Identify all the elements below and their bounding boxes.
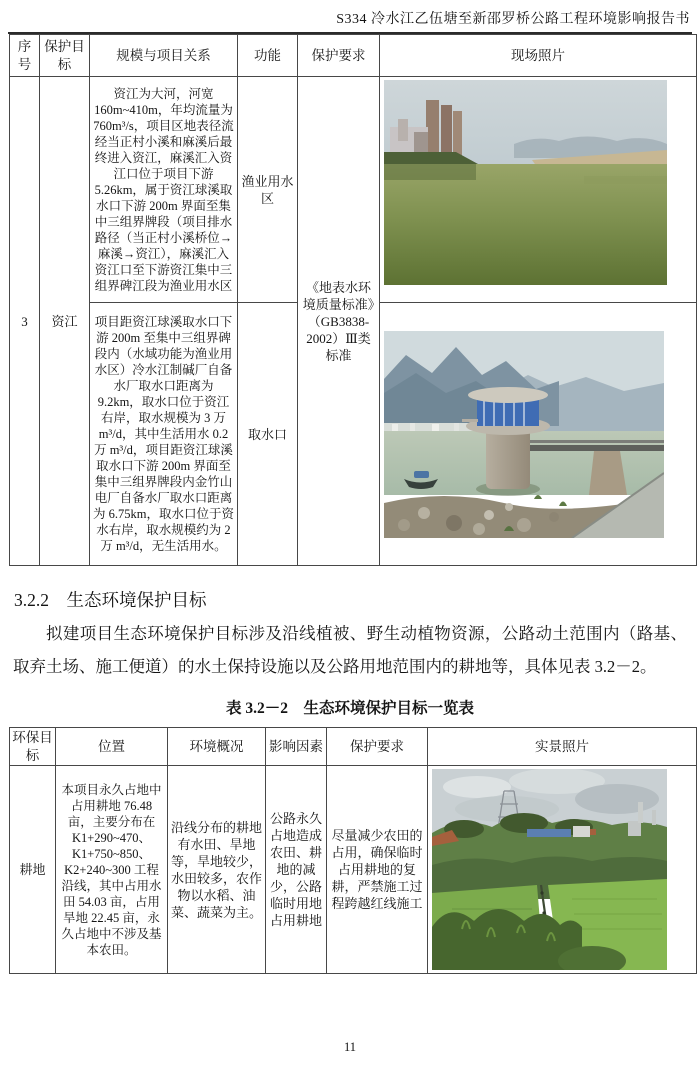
photo-cell-3 <box>428 766 697 974</box>
table1-header-scale: 规模与项目关系 <box>90 35 238 77</box>
table2-header-row <box>10 728 697 766</box>
function-cell-1: 渔业用水区 <box>238 77 298 303</box>
river-photo <box>384 80 667 285</box>
table1-header-seq: 序号 <box>10 35 40 77</box>
table2-caption: 表 3.2－2 生态环境保护目标一览表 <box>225 700 474 717</box>
section-heading: 3.2.2 生态环境保护目标 <box>14 590 207 610</box>
table1-header-row <box>10 35 697 77</box>
target-cell: 资江 <box>40 77 90 566</box>
farmland-protection-cell: 尽量减少农田的占用，确保临时占用耕地的复耕，严禁施工过程跨越红线施工 <box>327 766 428 974</box>
page-number: 11 <box>343 1040 357 1054</box>
farmland-overview-cell: 沿线分布的耕地有水田、旱地等，旱地较少，水田较多，农作物以水稻、油菜、蔬菜为主。 <box>168 766 266 974</box>
function-cell-2: 取水口 <box>238 303 298 566</box>
protection-req-cell: 《地表水环境质量标准》（GB3838-2002）Ⅲ类标准 <box>298 77 380 566</box>
table2-header-photo: 实景照片 <box>428 728 697 766</box>
farmland-impact-cell: 公路永久占地造成农田、耕地的减少，公路临时用地占用耕地 <box>266 766 327 974</box>
farmland-photo <box>432 769 667 970</box>
document-header-title: S334 冷水江乙伍塘至新邵罗桥公路工程环境影响报告书 <box>336 12 690 27</box>
table1-header-function: 功能 <box>238 35 298 77</box>
table1-header-photo: 现场照片 <box>380 35 697 77</box>
farmland-target-cell: 耕地 <box>10 766 56 974</box>
intake-tower-photo <box>384 331 664 538</box>
scale-cell-1: 资江为大河，河宽 160m~410m，年均流量为 760m³/s，项目区地表径流经当正村小溪和麻溪后最终进入资江，麻溪汇入资江口位于项目下游 5.26km，属于资江球溪取水口下游 200m 界面至集中三组界牌段（项目排水路径（当正村小溪桥位→麻溪→资江），麻溪汇入资江口至下游资江集中三组界碑江段为渔业用水区 <box>90 77 238 303</box>
table2-header-overview: 环境概况 <box>168 728 266 766</box>
ecology-protection-table <box>9 727 697 974</box>
table1-header-target: 保护目标 <box>40 35 90 77</box>
photo-cell-1 <box>380 77 697 303</box>
table1-header-protection: 保护要求 <box>298 35 380 77</box>
water-protection-table <box>9 34 697 566</box>
section-paragraph: 拟建项目生态环境保护目标涉及沿线植被、野生动植物资源，公路动土范围内（路基、取弃土场、施工便道）的水土保持设施以及公路用地范围内的耕地等，具体见表 3.2－2。 <box>13 624 687 676</box>
photo-cell-2 <box>380 303 697 566</box>
table2-header-protection: 保护要求 <box>327 728 428 766</box>
table2-header-impact: 影响因素 <box>266 728 327 766</box>
table2-header-target: 环保目标 <box>10 728 56 766</box>
scale-cell-2: 项目距资江球溪取水口下游 200m 至集中三组界碑段内（水域功能为渔业用水区）冷水江制碱厂自备水厂取水口距离为 9.2km，取水口位于资江右岸，取水规模为 3 万 m³/d，其中生活用水 0.2 万 m³/d，项目距资江球溪取水口下游 200m 界面至集中三组界牌段内金竹山电厂自备水厂取水口距离为 6.75km，取水口位于资水右岸，取水规模约为 2 万 m³/d，无生活用水。 <box>90 303 238 566</box>
seq-cell: 3 <box>10 77 40 566</box>
table2-row-farmland <box>10 766 697 974</box>
farmland-location-cell: 本项目永久占地中占用耕地 76.48 亩，主要分布在 K1+290~470、K1+750~850、K2+240~300 工程沿线，其中占用水田 54.03 亩，占用旱地 22.45 亩，永久占地中不涉及基本农田。 <box>56 766 168 974</box>
table1-row-zijiang-sub1 <box>10 77 697 303</box>
table2-header-location: 位置 <box>56 728 168 766</box>
